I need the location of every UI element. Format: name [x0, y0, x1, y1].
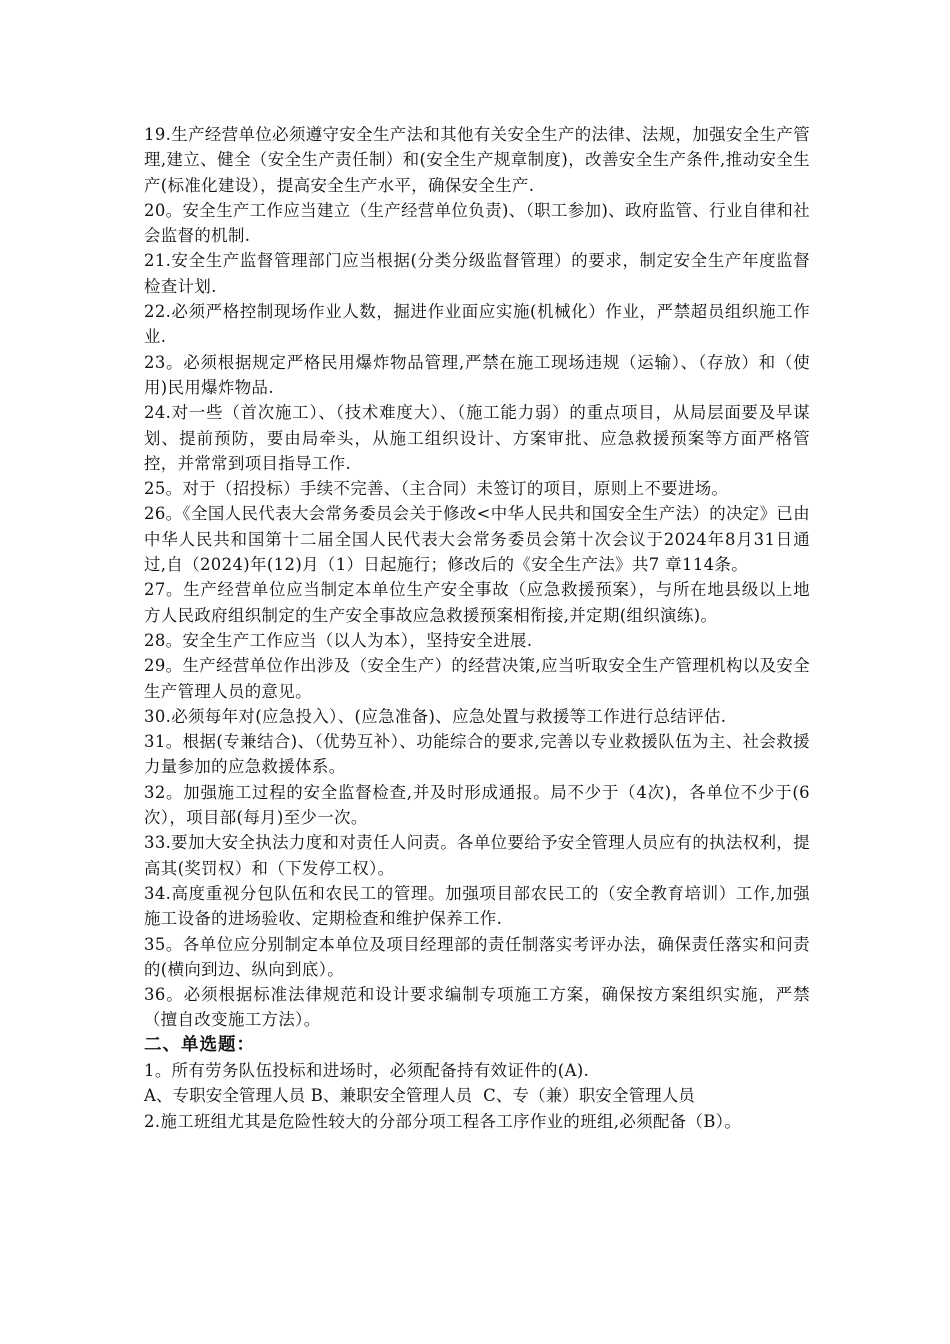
question-2: 2.施工班组尤其是危险性较大的分部分项工程各工序作业的班组,必须配备（B）。 [144, 1111, 742, 1131]
item-31: 31。根据(专兼结合)、（优势互补）、功能综合的要求,完善以专业救援队伍为主、社会救援力量参加的应急救援体系。 [144, 732, 810, 777]
item-21: 21.安全生产监督管理部门应当根据(分类分级监督管理）的要求，制定安全生产年度监督检查计划. [144, 251, 810, 296]
item-25: 25。对于（招投标）手续不完善、（主合同）未签订的项目，原则上不要进场。 [144, 479, 729, 499]
item-19: 19.生产经营单位必须遵守安全生产法和其他有关安全生产的法律、法规，加强安全生产管理,建立、健全（安全生产责任制）和(安全生产规章制度)，改善安全生产条件,推动安全生产(标准化建设），提高安全生产水平，确保安全生产. [144, 125, 810, 195]
document-content [144, 122, 810, 1134]
item-34: 34.高度重视分包队伍和农民工的管理。加强项目部农民工的（安全教育培训）工作,加强施工设备的进场验收、定期检查和维护保养工作. [144, 883, 810, 929]
item-22: 22.必须严格控制现场作业人数，掘进作业面应实施(机械化）作业，严禁超员组织施工作业. [144, 302, 810, 347]
item-35: 35。各单位应分别制定本单位及项目经理部的责任制落实考评办法，确保责任落实和问责的(横向到边、纵向到底）。 [144, 934, 810, 979]
item-23: 23。必须根据规定严格民用爆炸物品管理,严禁在施工现场违规（运输）、（存放）和（使用)民用爆炸物品. [144, 352, 810, 397]
item-20: 20。安全生产工作应当建立（生产经营单位负责)、（职工参加)、政府监管、行业自律和社会监督的机制. [144, 200, 810, 246]
item-26: 26。《全国人民代表大会常务委员会关于修改<中华人民共和国安全生产法）的决定》已由中华人民共和国第十二届全国人民代表大会常务委员会第十次会议于2024年8月31日通过,自（2024)年(12)月（1）日起施行；修改后的《安全生产法》共7 章114条。 [144, 504, 810, 575]
item-28: 28。安全生产工作应当（以人为本），坚持安全进展. [144, 630, 533, 650]
item-24: 24.对一些（首次施工）、（技术难度大）、（施工能力弱）的重点项目，从局层面要及早谋划、提前预防，要由局牵头，从施工组织设计、方案审批、应急救援预案等方面严格管控，并常常到项目指导工作. [144, 403, 810, 473]
item-33: 33.要加大安全执法力度和对责任人问责。各单位要给予安全管理人员应有的执法权利，提高其(奖罚权）和（下发停工权）。 [144, 833, 810, 878]
item-29: 29。生产经营单位作出涉及（安全生产）的经营决策,应当听取安全生产管理机构以及安全生产管理人员的意见。 [144, 656, 810, 701]
question-1: 1。所有劳务队伍投标和进场时，必须配备持有效证件的(A). [144, 1060, 590, 1080]
question-1-options: A、专职安全管理人员 B、兼职安全管理人员 C、专（兼）职安全管理人员 [144, 1086, 695, 1106]
item-27: 27。生产经营单位应当制定本单位生产安全事故（应急救援预案），与所在地县级以上地方人民政府组织制定的生产安全事故应急救援预案相衔接,并定期(组织演练)。 [144, 580, 810, 625]
section-heading-single-choice: 二、单选题： [144, 1034, 255, 1055]
item-36: 36。必须根据标准法律规范和设计要求编制专项施工方案，确保按方案组织实施，严禁（擅自改变施工方法）。 [144, 985, 810, 1030]
item-30: 30.必须每年对(应急投入）、(应急准备)、应急处置与救援等工作进行总结评估. [144, 706, 727, 726]
item-32: 32。加强施工过程的安全监督检查,并及时形成通报。局不少于（4次)，各单位不少于(6次），项目部(每月)至少一次。 [144, 782, 810, 828]
